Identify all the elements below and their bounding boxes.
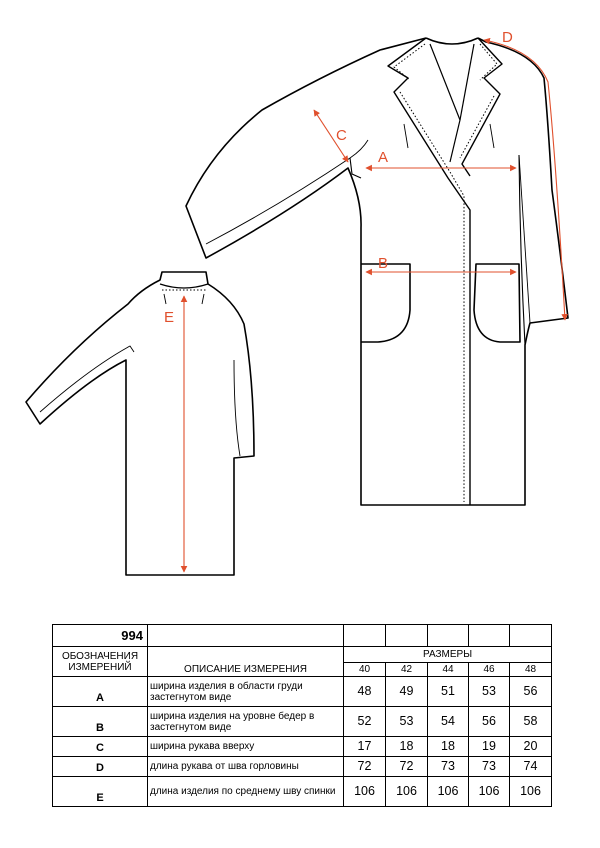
size-label: 44 [428,663,469,677]
measurement-value: 106 [428,777,469,807]
label-e: E [164,309,175,326]
measurement-value: 106 [386,777,428,807]
measurement-description: ширина изделия в области груди застегнутом виде [148,677,344,707]
measurement-description: длина изделия по среднему шву спинки [148,777,344,807]
measurement-value: 72 [344,757,386,777]
measurement-code: D [53,757,148,777]
label-d: D [502,29,513,46]
table-header-row [53,647,552,663]
measurement-value: 56 [510,677,552,707]
measurement-code: E [53,777,148,807]
description-column-header: ОПИСАНИЕ ИЗМЕРЕНИЯ [148,647,344,677]
measurement-value: 72 [386,757,428,777]
measurement-value: 51 [428,677,469,707]
table-title-row [53,625,552,647]
measurement-value: 52 [344,707,386,737]
measurement-value: 106 [510,777,552,807]
measurement-value: 17 [344,737,386,757]
measurement-value: 53 [469,677,510,707]
table-row [53,737,552,757]
code-column-header: ОБОЗНАЧЕНИЯ ИЗМЕРЕНИЙ [53,647,148,677]
size-label: 46 [469,663,510,677]
measurement-code: B [53,707,148,737]
sizes-header: РАЗМЕРЫ [344,647,552,663]
measurement-value: 106 [469,777,510,807]
measurement-value: 20 [510,737,552,757]
measurement-value: 48 [344,677,386,707]
table-row [53,777,552,807]
label-a: A [378,149,389,166]
measurement-value: 73 [469,757,510,777]
measurement-table [52,624,552,807]
measurement-value: 18 [386,737,428,757]
label-c: C [336,127,347,144]
label-b: B [378,255,389,272]
table-row [53,707,552,737]
measurement-value: 18 [428,737,469,757]
size-label: 42 [386,663,428,677]
size-label: 48 [510,663,552,677]
measurement-description: длина рукава от шва горловины [148,757,344,777]
measurement-value: 54 [428,707,469,737]
measurement-value: 56 [469,707,510,737]
measurement-value: 106 [344,777,386,807]
measurement-value: 53 [386,707,428,737]
measurement-description: ширина изделия на уровне бедер в застегнутом виде [148,707,344,737]
measurement-code: C [53,737,148,757]
measurement-description: ширина рукава вверху [148,737,344,757]
table-row [53,757,552,777]
measurement-value: 19 [469,737,510,757]
coat-back-view [26,272,254,575]
measurement-value: 73 [428,757,469,777]
size-label: 40 [344,663,386,677]
measurement-value: 58 [510,707,552,737]
measurement-value: 74 [510,757,552,777]
table-row [53,677,552,707]
measurement-code: A [53,677,148,707]
measurement-value: 49 [386,677,428,707]
model-number: 994 [53,625,148,647]
